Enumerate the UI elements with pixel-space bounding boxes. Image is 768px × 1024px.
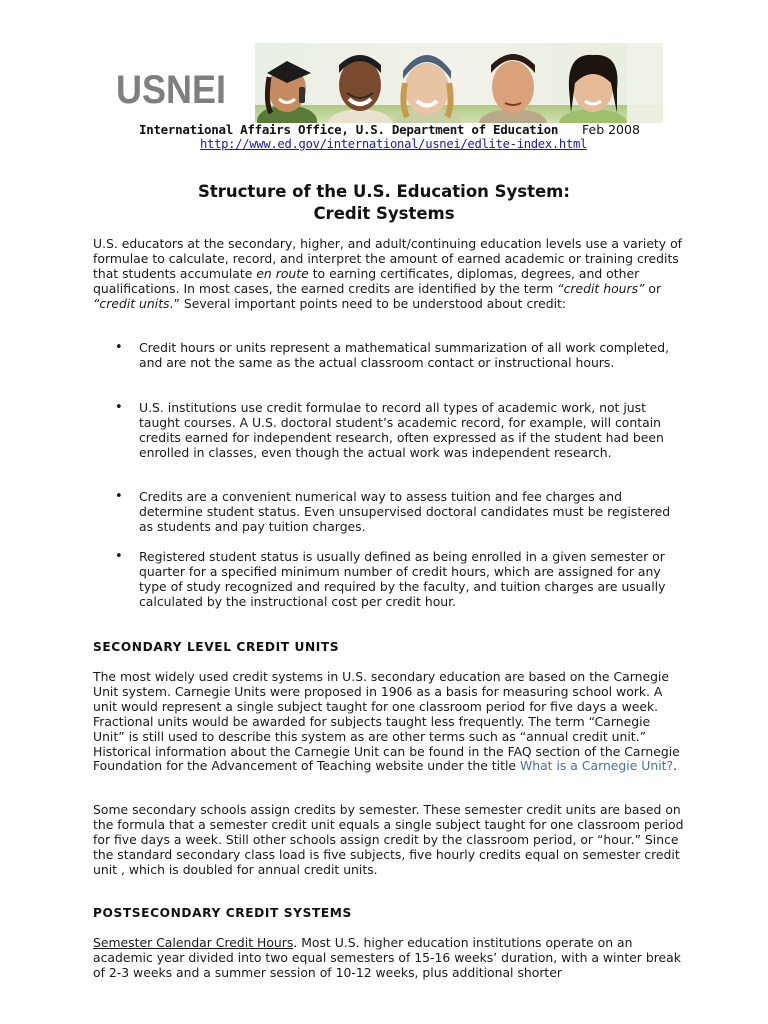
- intro-text-3: or: [644, 280, 662, 296]
- document-title-line-2: Credit Systems: [313, 204, 455, 223]
- publication-date: Feb 2008: [582, 122, 640, 137]
- secondary-section-heading: SECONDARY LEVEL CREDIT UNITS: [93, 640, 340, 654]
- secondary-paragraph-1-end: .: [673, 758, 678, 774]
- bullet-item-4: Registered student status is usually defined as being enrolled in a given semester or quarter for a specified minimum number of credit hours, which are assigned for any type of study recognized and required by the faculty, and tuition charges are usually calculated by the instructional cost per credit hour.: [139, 549, 666, 609]
- bullet-symbol: •: [115, 340, 123, 355]
- postsecondary-paragraph: [93, 936, 685, 981]
- bullet-symbol: •: [115, 489, 123, 504]
- intro-emphasis-credit-units: “credit units: [93, 295, 170, 311]
- postsecondary-section-heading: POSTSECONDARY CREDIT SYSTEMS: [93, 906, 352, 920]
- bullet-item-1: Credit hours or units represent a mathematical summarization of all work completed, and are not the same as the actual classroom contact or instructional hours.: [139, 340, 670, 370]
- intro-emphasis-en-route: en route: [256, 265, 309, 281]
- secondary-paragraph-1: [93, 670, 685, 774]
- document-title-line-1: Structure of the U.S. Education System:: [198, 182, 570, 201]
- org-line: International Affairs Office, U.S. Department of Education: [139, 122, 559, 137]
- carnegie-unit-link[interactable]: What is a Carnegie Unit?: [519, 758, 674, 774]
- intro-emphasis-credit-hours: “credit hours”: [557, 280, 645, 296]
- usnei-url-link[interactable]: http://www.ed.gov/international/usnei/edlite-index.html: [200, 137, 588, 151]
- postsecondary-paragraph-text: . Most U.S. higher education institutions operate on an academic year divided into two equal semesters of 15-16 weeks’ duration, with a winter break of 2-3 weeks and a summer session of 10-12 weeks, plus additional shorter: [93, 935, 681, 980]
- intro-text-2: to earning certificates, diplomas, degrees, and other qualifications. In most cases, the earned credits are identified by the term: [93, 265, 640, 296]
- usnei-logo: USNEI: [116, 68, 227, 112]
- intro-text-4: .” Several important points need to be understood about credit:: [169, 295, 567, 311]
- bullet-symbol: •: [115, 549, 123, 564]
- secondary-paragraph-1-text: The most widely used credit systems in U.S. secondary education are based on the Carnegie Unit system. Carnegie Units were proposed in 1906 as a basis for measuring school work. A unit would represent a single subject taught for one classroom period for five days a week. Fractional units would be awarded for subjects taught less frequently. The term “Carnegie Unit” is still used to describe this system as are other terms such as “annual credit unit.” Historical information about the Carnegie Unit can be found in the FAQ section of the Carnegie Foundation for the Advancement of Teaching website under the title: [93, 669, 680, 774]
- secondary-paragraph-2: Some secondary schools assign credits by semester. These semester credit units are based on the formula that a semester credit unit equals a single subject taught for one classroom period for five days a week. Still other schools assign credit by the classroom period, or “hour.” Since the standard secondary class load is five subjects, five hourly credits equal on semester credit unit , which is doubled for annual credit units.: [93, 802, 684, 877]
- semester-calendar-credit-hours-heading: Semester Calendar Credit Hours: [93, 935, 294, 950]
- bullet-item-3: Credits are a convenient numerical way to assess tuition and fee charges and determine student status. Even unsupervised doctoral candidates must be registered as students and pay tuition charges.: [139, 489, 671, 534]
- intro-paragraph: [93, 237, 685, 312]
- students-banner-image: [255, 43, 663, 123]
- bullet-symbol: •: [115, 400, 123, 415]
- intro-text-1: U.S. educators at the secondary, higher, and adult/continuing education levels use a variety of formulae to calculate, record, and interpret the amount of earned academic or training credits that students accumulate: [93, 236, 683, 281]
- bullet-item-2: U.S. institutions use credit formulae to record all types of academic work, not just taught courses. A U.S. doctoral student’s academic record, for example, will contain credits earned for independent research, often expressed as if the student had been enrolled in classes, even though the actual work was independent research.: [139, 400, 664, 460]
